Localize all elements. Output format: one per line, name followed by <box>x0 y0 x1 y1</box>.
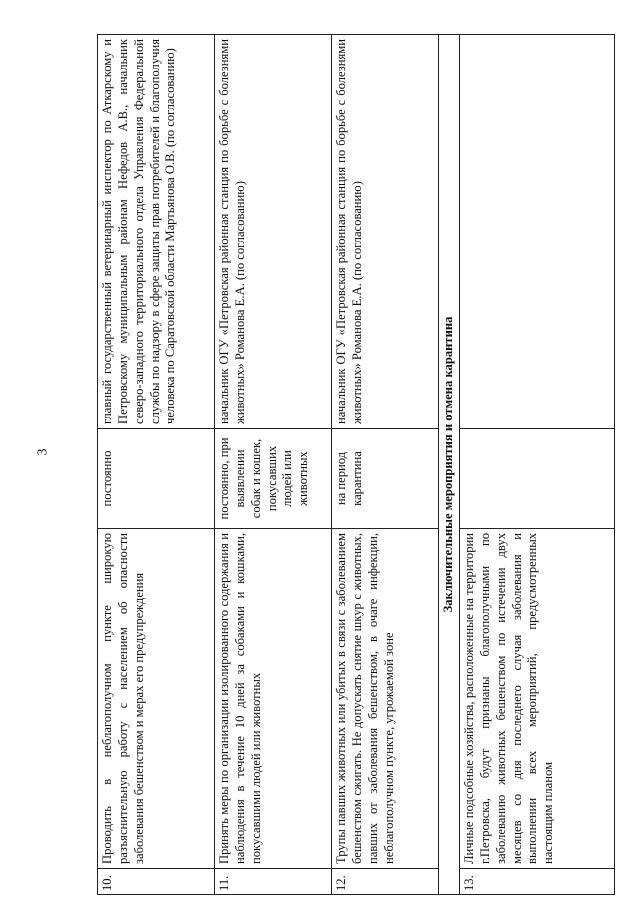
row-action: Проводить в неблагополучном пункте широкую разъяснительную работу с населением об опасности заболевания бешенством и мерах его предупреждения <box>98 529 215 869</box>
row-number: 11. <box>215 869 332 895</box>
row-number: 12. <box>332 869 439 895</box>
measures-table-rotated <box>97 35 617 895</box>
row-responsible: начальник ОГУ «Петровская районная станция по борьбе с болезнями животных» Романова Е.А. (по согласованию) <box>215 35 332 429</box>
row-action: Личные подсобные хозяйства, расположенные на территории г.Петровска, будут признаны благополучными по заболеванию животных бешенством по истечении двух месяцев со дня последнего случая заболевания и выполнении всех мероприятий, предусмотренных настоящим планом <box>460 529 615 869</box>
row-responsible <box>460 35 615 429</box>
row-term <box>460 429 615 529</box>
row-action: Трупы павших животных или убитых в связи с заболеванием бешенством сжигать. Не допускать снятие шкур с животных, павших от заболевания бешенством, в очаге инфекции, неблагополучном пункте, угрожаемой зоне <box>332 529 439 869</box>
row-action: Принять меры по организации изолированного содержания и наблюдения в течение 10 дней за собаками и кошками, покусавшими людей или животных <box>215 529 332 869</box>
table-row <box>460 35 615 895</box>
table-row <box>215 35 332 895</box>
row-term: постоянно <box>98 429 215 529</box>
row-term: постоянно, при выявлении собак и кошек, покусавших людей или животных <box>215 429 332 529</box>
measures-table <box>97 34 615 895</box>
row-responsible: главный государственный ветеринарный инспектор по Аткарскому и Петровскому муниципальным районам Нефедов А.В., начальник северо-западного территориального отдела Управления Федеральной службы по надзору в сфере защиты прав потребителей и благополучия человека по Саратовской области Мартьянова О.В. (по согласованию) <box>98 35 215 429</box>
row-responsible: начальник ОГУ «Петровская районная станция по борьбе с болезнями животных» Романова Е.А. (по согласованию) <box>332 35 439 429</box>
page-number: 3 <box>35 448 51 456</box>
table-row <box>98 35 215 895</box>
row-number: 10. <box>98 869 215 895</box>
section-title: Заключительные мероприятия и отмена карантина <box>439 35 460 895</box>
row-number: 13. <box>460 869 615 895</box>
table-row <box>332 35 439 895</box>
section-header-row <box>439 35 460 895</box>
row-term: на период карантина <box>332 429 439 529</box>
